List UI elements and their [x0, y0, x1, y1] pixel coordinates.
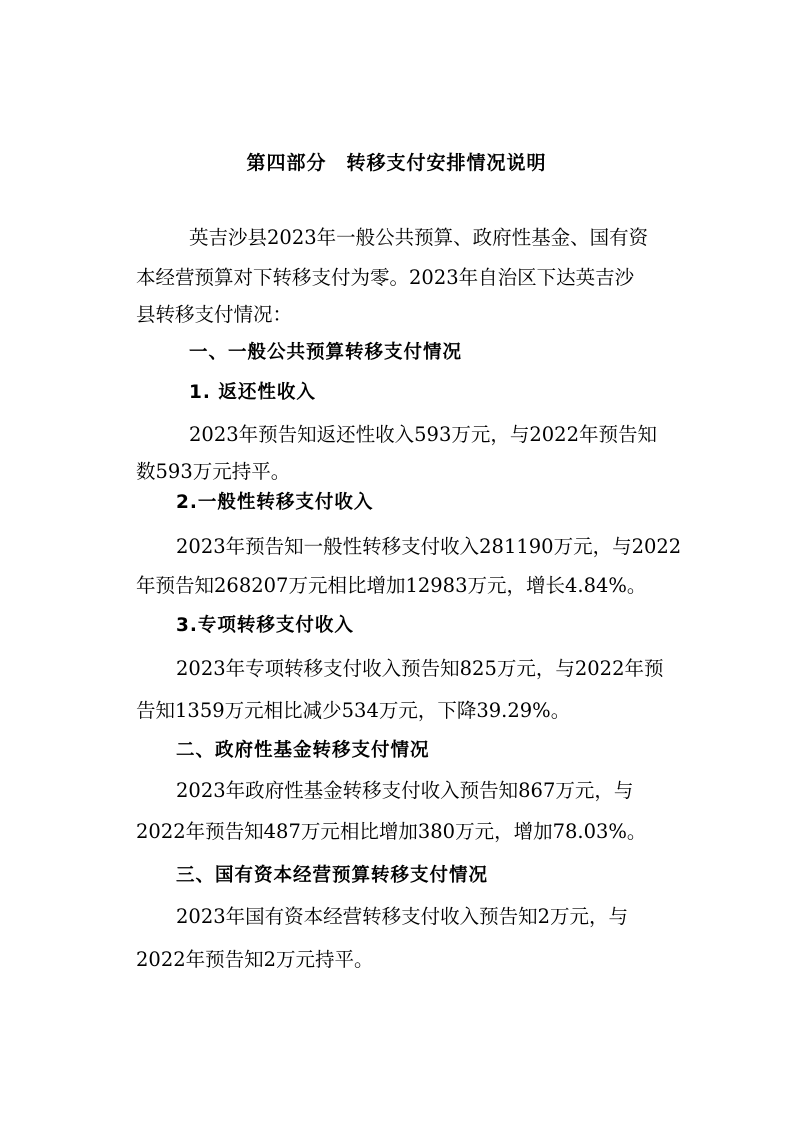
paragraph-line: 2022年预告知487万元相比增加380万元，增加78.03%。	[136, 820, 647, 843]
subsection-heading-special-transfer: 3.专项转移支付收入	[176, 615, 354, 636]
intro-line-2: 本经营预算对下转移支付为零。2023年自治区下达英吉沙	[136, 266, 635, 289]
paragraph-line: 2022年预告知2万元持平。	[136, 948, 374, 971]
section-heading-government-fund: 二、政府性基金转移支付情况	[176, 740, 430, 761]
paragraph-line: 告知1359万元相比减少534万元，下降39.29%。	[136, 699, 571, 722]
paragraph-line: 2023年预告知一般性转移支付收入281190万元，与2022	[176, 535, 682, 558]
page-title: 第四部分 转移支付安排情况说明	[246, 152, 547, 174]
section-heading-general-budget: 一、一般公共预算转移支付情况	[189, 342, 463, 363]
section-heading-state-capital: 三、国有资本经营预算转移支付情况	[176, 865, 489, 886]
intro-line-1: 英吉沙县2023年一般公共预算、政府性基金、国有资	[189, 226, 649, 249]
paragraph-line: 数593万元持平。	[136, 460, 291, 483]
paragraph-line: 2023年专项转移支付收入预告知825万元，与2022年预	[176, 657, 664, 680]
paragraph-line: 2023年政府性基金转移支付收入预告知867万元，与	[176, 779, 634, 802]
paragraph-line: 2023年预告知返还性收入593万元，与2022年预告知	[189, 423, 657, 446]
intro-line-3: 县转移支付情况：	[136, 303, 293, 326]
subsection-heading-general-transfer: 2.一般性转移支付收入	[176, 492, 374, 513]
subsection-heading-returned-revenue: 1. 返还性收入	[189, 382, 316, 403]
paragraph-line: 2023年国有资本经营转移支付收入预告知2万元，与	[176, 905, 629, 928]
paragraph-line: 年预告知268207万元相比增加12983万元，增长4.84%。	[136, 574, 647, 597]
